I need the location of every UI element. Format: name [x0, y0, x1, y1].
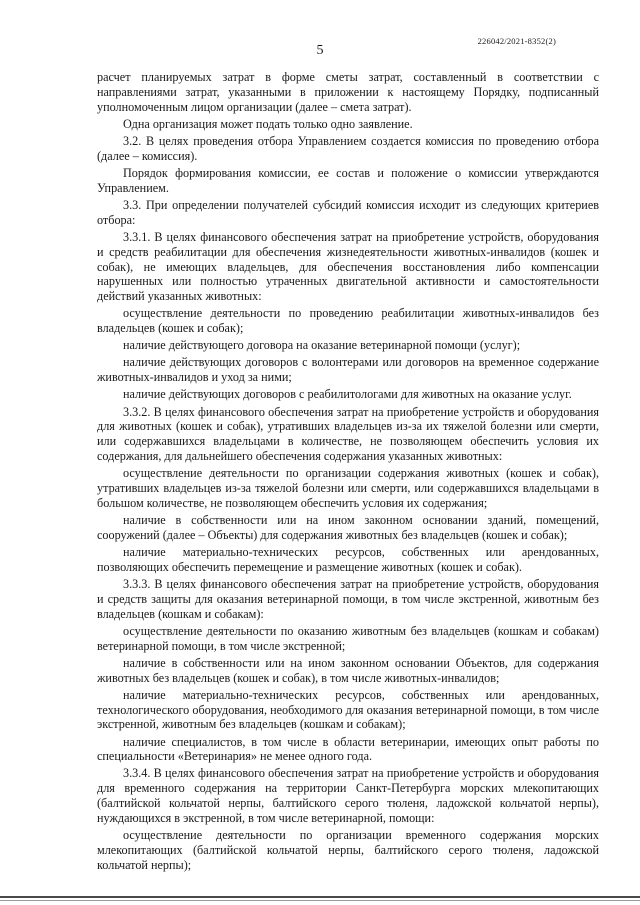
paragraph-3-3-3: 3.3.3. В целях финансового обеспечения затрат на приобретение устройств, оборудования и средств защиты для оказания ветеринарной помощи, в том числе экстренной, животным без владельцев (кошкам и собакам):	[97, 576, 599, 621]
paragraph-3-3-1: 3.3.1. В целях финансового обеспечения затрат на приобретение устройств, оборудования и средств реабилитации для обеспечения жизнедеятельности животных-инвалидов (кошек и собак), не имеющих владельцев, для обеспечения восстановления либо компенсации нарушенных или полностью утраченных двигательной активности и самостоятельности действий указанных животных:	[97, 229, 599, 304]
paragraph-3-3: 3.3. При определении получателей субсидий комиссия исходит из следующих критериев отбора:	[97, 197, 599, 227]
paragraph-3-2: 3.2. В целях проведения отбора Управлением создается комиссия по проведению отбора (далее – комиссия).	[97, 133, 599, 163]
criterion-item: наличие действующих договоров с реабилитологами для животных на оказание услуг.	[123, 387, 572, 402]
criterion-item: наличие материально-технических ресурсов, собственных или арендованных, технологического оборудования, необходимого для оказания ветеринарной помощи, в том числе экстренной, животным без владельцев (кошкам и собакам);	[97, 687, 599, 732]
criterion-item: наличие в собственности или на ином законном основании Объектов, для содержания животных без владельцев (кошек и собак), в том числе животных-инвалидов;	[97, 655, 599, 685]
paragraph-commission-order: Порядок формирования комиссии, ее состав и положение о комиссии утверждаются Управлением.	[97, 165, 599, 195]
criterion-item: осуществление деятельности по организации содержания животных (кошек и собак), утративших владельцев из-за тяжелой болезни или смерти, или содержавшихся владельцами в большом количестве, не позволяющем обеспечить условия их содержания;	[97, 466, 599, 510]
paragraph-3-3-4: 3.3.4. В целях финансового обеспечения затрат на приобретение устройств и оборудования для временного содержания на территории Санкт-Петербурга морских млекопитающих (балтийской кольчатой нерпы, балтийского серого тюленя, ладожской кольчатой нерпы), нуждающихся в экстренной, в том числе ветеринарной, помощи:	[97, 766, 599, 825]
criterion-item: осуществление деятельности по организации временного содержания морских млекопитающих (балтийской кольчатой нерпы, балтийского серого тюленя, ладожской кольчатой нерпы);	[97, 828, 599, 872]
criterion-item: наличие специалистов, в том числе в области ветеринарии, имеющих опыт работы по специальности «Ветеринария» не менее одного года.	[97, 734, 599, 764]
bottom-scan-edge	[0, 896, 640, 898]
page-number: 5	[316, 43, 324, 58]
criterion-item: наличие материально-технических ресурсов, собственных или арендованных, позволяющих обеспечить перемещение и размещение животных (кошек и собак).	[97, 544, 599, 574]
paragraph-estimate: расчет планируемых затрат в форме сметы затрат, составленный в соответствии с направлениями затрат, указанными в приложении к настоящему Порядку, подписанный уполномоченным лицом организации (далее – смета затрат).	[97, 70, 599, 114]
document-body	[97, 70, 599, 875]
bottom-scan-edge-thin	[0, 900, 640, 901]
document-registration-number: 226042/2021-8352(2)	[477, 36, 556, 46]
criterion-item: наличие действующего договора на оказание ветеринарной помощи (услуг);	[123, 338, 521, 353]
criterion-item: наличие действующих договоров с волонтерами или договоров на временное содержание животных-инвалидов и уход за ними;	[97, 355, 599, 385]
criterion-item: наличие в собственности или на ином законном основании зданий, помещений, сооружений (далее – Объекты) для содержания животных без владельцев (кошек и собак);	[97, 513, 599, 542]
criterion-item: осуществление деятельности по оказанию животным без владельцев (кошкам и собакам) ветеринарной помощи, в том числе экстренной;	[97, 623, 599, 653]
paragraph-one-application: Одна организация может подать только одно заявление.	[123, 116, 413, 131]
criterion-item: осуществление деятельности по проведению реабилитации животных-инвалидов без владельцев (кошек и собак);	[97, 306, 599, 336]
paragraph-3-3-2: 3.3.2. В целях финансового обеспечения затрат на приобретение устройств и оборудования для животных (кошек и собак), утративших владельцев из-за их тяжелой болезни или смерти, или содержавшихся владельцами в количестве, не позволяющем обеспечить условия их содержания, для дальнейшего обеспечения содержания указанных животных:	[97, 404, 599, 464]
